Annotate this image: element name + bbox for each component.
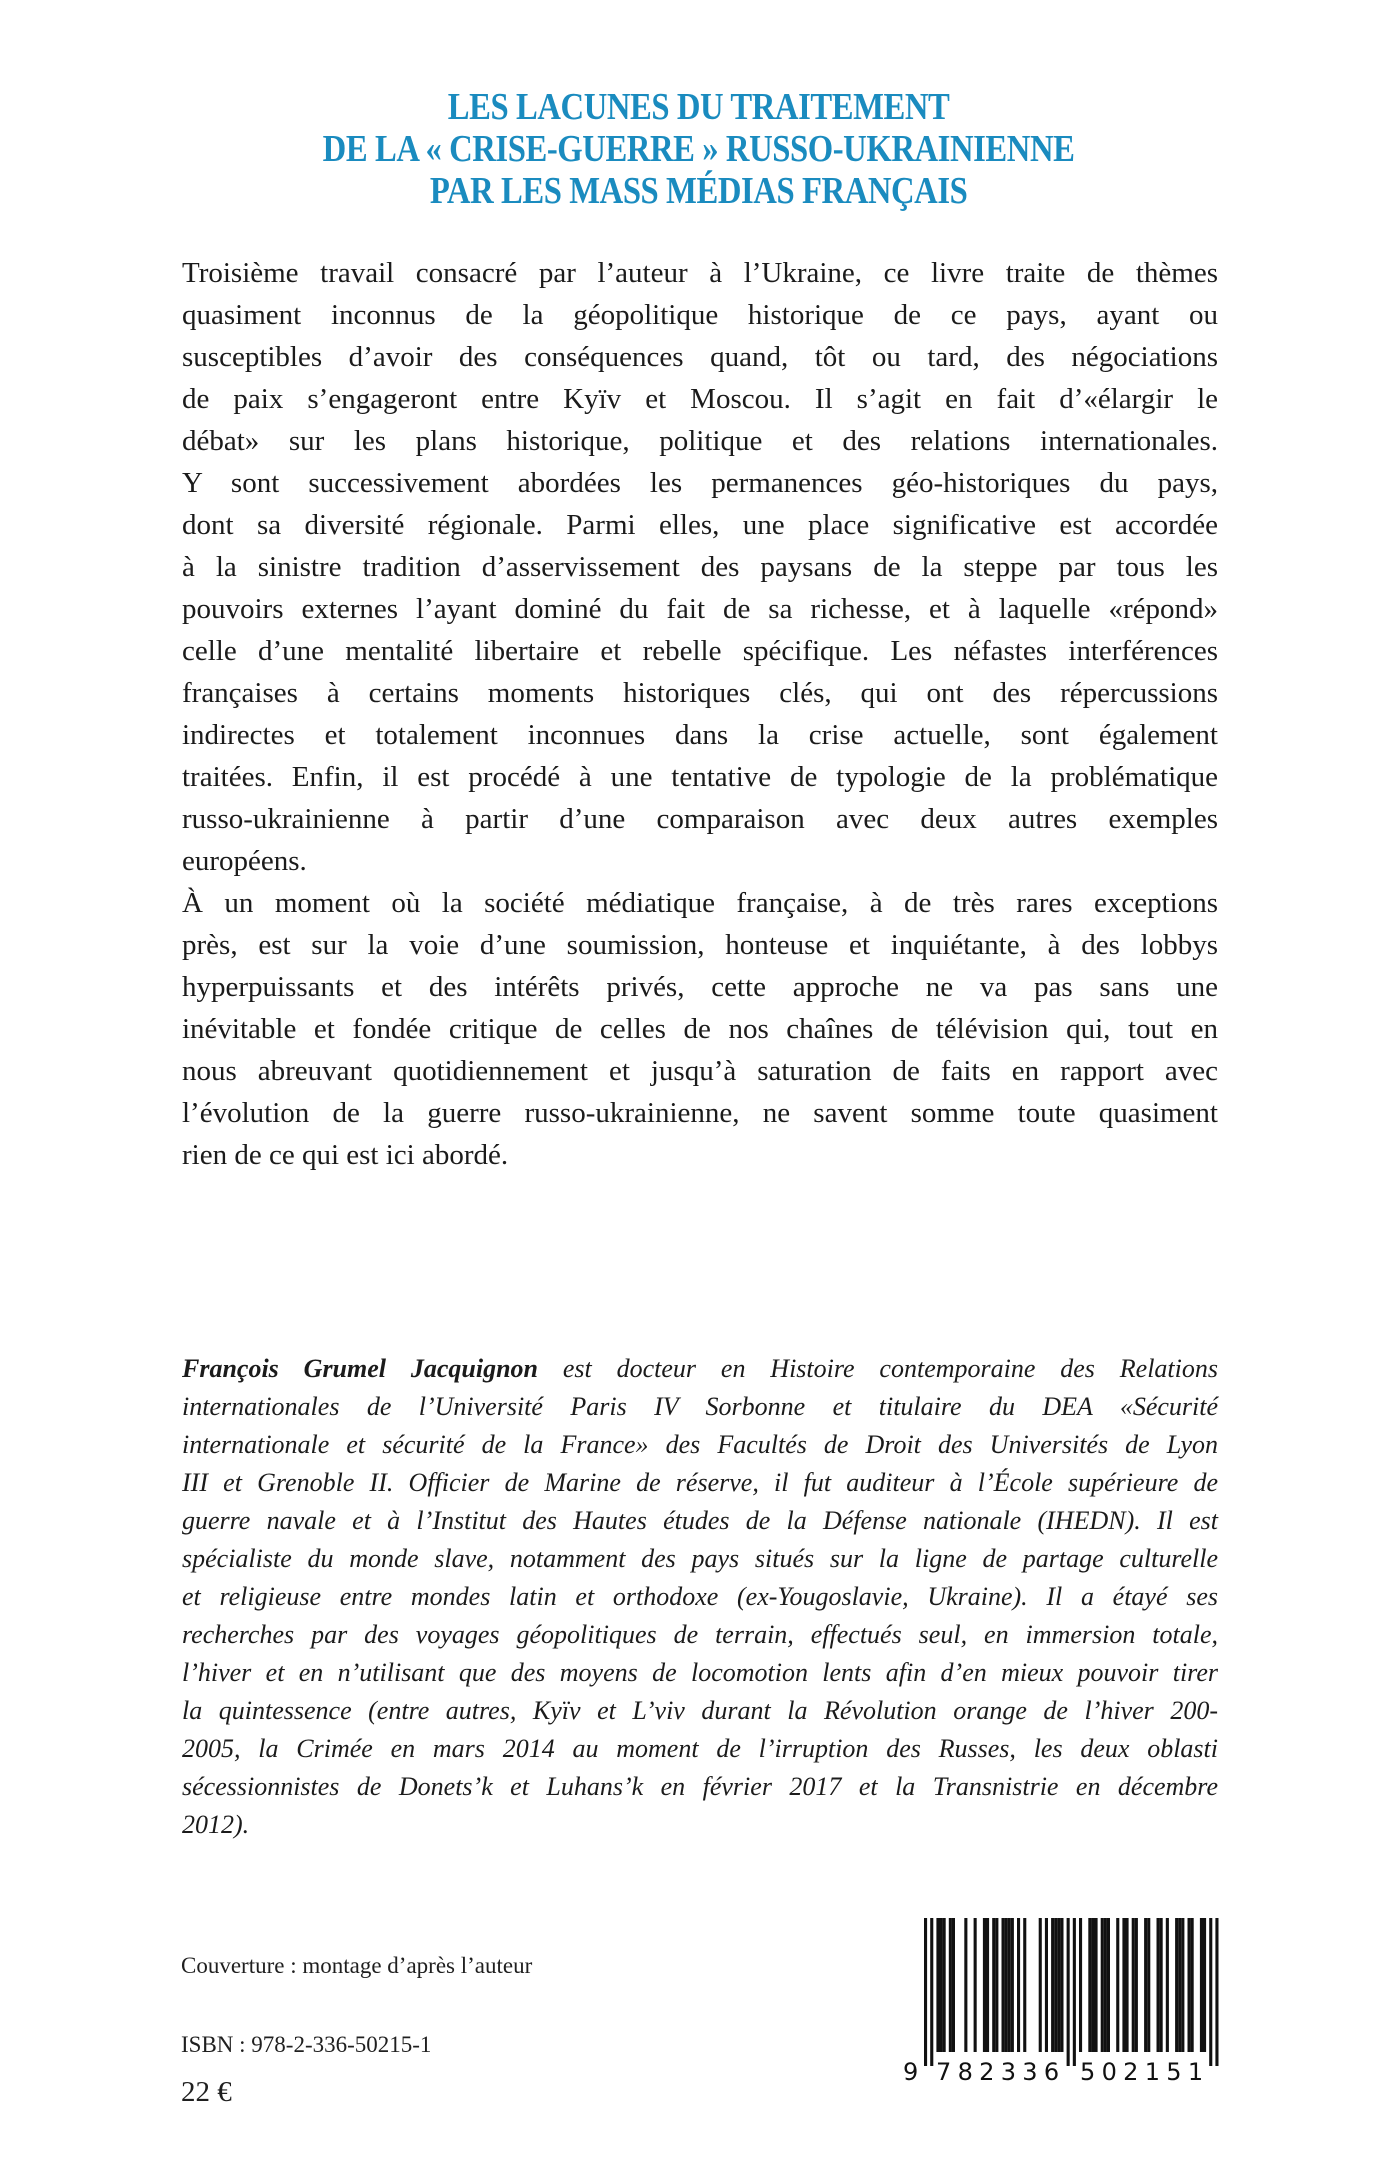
text-line: l’évolution de la guerre russo-ukrainienne, ne savent somme toute quasiment xyxy=(182,1097,1218,1129)
text-line: celle d’une mentalité libertaire et rebelle spécifique. Les néfastes interférences xyxy=(182,635,1218,667)
text-line: Y sont successivement abordées les permanences géo-historiques du pays, xyxy=(182,467,1218,499)
barcode-right-digits: 502151 xyxy=(1080,2058,1210,2086)
text-line: traitées. Enfin, il est procédé à une tentative de typologie de la problématique xyxy=(182,761,1218,793)
text-line: débat» sur les plans historique, politique et des relations internationales. xyxy=(182,425,1218,457)
text-line xyxy=(182,1350,1218,1388)
price: 22 € xyxy=(181,2076,232,2108)
summary-text xyxy=(182,252,1218,1176)
text-line: près, est sur la voie d’une soumission, honteuse et inquiétante, à des lobbys xyxy=(182,929,1218,961)
text-line: à la sinistre tradition d’asservissement des paysans de la steppe par tous les xyxy=(182,551,1218,583)
text-line: indirectes et totalement inconnues dans la crise actuelle, sont également xyxy=(182,719,1218,751)
title-line-2: DE LA « CRISE-GUERRE » RUSSO-UKRAINIENNE xyxy=(322,128,1075,170)
text-line: internationales de l’Université Paris IV Sorbonne et titulaire du DEA «Sécurité xyxy=(182,1392,1218,1421)
text-line: susceptibles d’avoir des conséquences quand, tôt ou tard, des négociations xyxy=(182,341,1218,373)
text-line: À un moment où la société médiatique française, à de très rares exceptions xyxy=(182,887,1218,919)
summary-paragraph-1 xyxy=(182,252,1218,882)
text-line: recherches par des voyages géopolitiques de terrain, effectués seul, en immersion totale, xyxy=(182,1620,1218,1649)
text-line: dont sa diversité régionale. Parmi elles, une place significative est accordée xyxy=(182,509,1218,541)
text-line: européens. xyxy=(182,845,307,877)
text-line: sécessionnistes de Donets’k et Luhans’k en février 2017 et la Transnistrie en décembre xyxy=(182,1772,1218,1801)
text-line: françaises à certains moments historiques clés, qui ont des répercussions xyxy=(182,677,1218,709)
text-line: quasiment inconnus de la géopolitique historique de ce pays, ayant ou xyxy=(182,299,1218,331)
text-line: internationale et sécurité de la France» des Facultés de Droit des Universités de Lyon xyxy=(182,1430,1218,1459)
text-line: Troisième travail consacré par l’auteur à l’Ukraine, ce livre traite de thèmes xyxy=(182,257,1218,289)
book-title xyxy=(97,86,1301,212)
bio-first-line-rest: est docteur en Histoire contemporaine des Relations xyxy=(538,1354,1218,1383)
barcode-left-digits: 782336 xyxy=(936,2058,1066,2086)
text-line: 2012). xyxy=(182,1810,250,1839)
text-line: hyperpuissants et des intérêts privés, cette approche ne va pas sans une xyxy=(182,971,1218,1003)
ean13-barcode-icon xyxy=(900,1918,1220,2088)
author-name: François Grumel Jacquignon xyxy=(182,1354,539,1383)
text-line: rien de ce qui est ici abordé. xyxy=(182,1139,509,1171)
title-line-1: LES LACUNES DU TRAITEMENT xyxy=(447,86,950,128)
title-line-3: PAR LES MASS MÉDIAS FRANÇAIS xyxy=(429,170,968,212)
text-line: pouvoirs externes l’ayant dominé du fait de sa richesse, et à laquelle «répond» xyxy=(182,593,1218,625)
text-line: 2005, la Crimée en mars 2014 au moment de l’irruption des Russes, les deux oblasti xyxy=(182,1734,1218,1763)
text-line: russo-ukrainienne à partir d’une comparaison avec deux autres exemples xyxy=(182,803,1218,835)
text-line: et religieuse entre mondes latin et orthodoxe (ex-Yougoslavie, Ukraine). Il a étayé ses xyxy=(182,1582,1218,1611)
text-line: inévitable et fondée critique de celles de nos chaînes de télévision qui, tout en xyxy=(182,1013,1218,1045)
text-line: nous abreuvant quotidiennement et jusqu’à saturation de faits en rapport avec xyxy=(182,1055,1218,1087)
text-line: de paix s’engageront entre Kyïv et Moscou. Il s’agit en fait d’«élargir le xyxy=(182,383,1218,415)
text-line: III et Grenoble II. Officier de Marine de réserve, il fut auditeur à l’École supérieure de xyxy=(182,1468,1218,1497)
text-line: guerre navale et à l’Institut des Hautes études de la Défense nationale (IHEDN). Il est xyxy=(182,1506,1218,1535)
barcode-first-digit: 9 xyxy=(903,2058,919,2086)
isbn: ISBN : 978-2-336-50215-1 xyxy=(181,2032,432,2057)
text-line: l’hiver et en n’utilisant que des moyens de locomotion lents afin d’en mieux pouvoir tirer xyxy=(182,1658,1218,1687)
cover-credit: Couverture : montage d’après l’auteur xyxy=(181,1953,533,1978)
summary-paragraph-2 xyxy=(182,882,1218,1176)
text-line: la quintessence (entre autres, Kyïv et L’viv durant la Révolution orange de l’hiver 200- xyxy=(182,1696,1218,1725)
author-bio xyxy=(182,1350,1218,1844)
text-line: spécialiste du monde slave, notamment des pays situés sur la ligne de partage culturelle xyxy=(182,1544,1218,1573)
